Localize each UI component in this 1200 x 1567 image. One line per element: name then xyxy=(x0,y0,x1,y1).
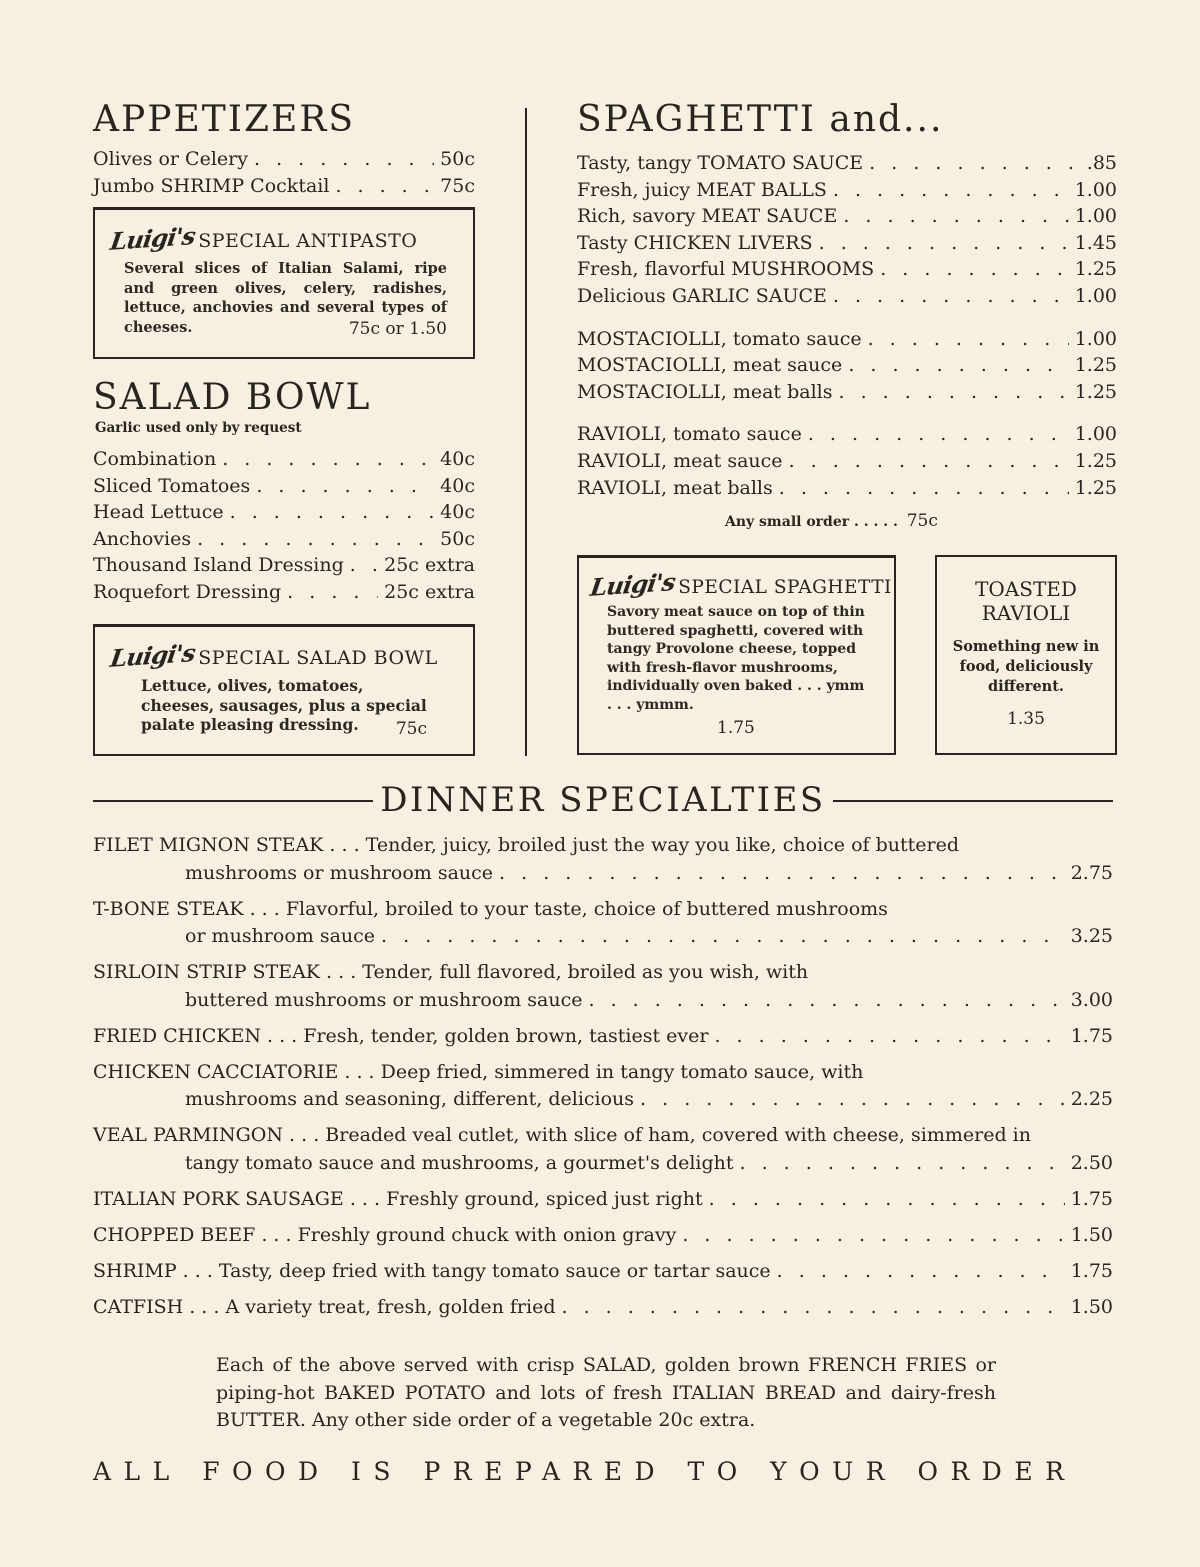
salad-list xyxy=(93,446,475,606)
leader-dots xyxy=(640,1086,1065,1114)
dinner-item-price: 1.75 xyxy=(1070,1187,1113,1210)
dinner-item-name: VEAL PARMINGON xyxy=(93,1124,283,1146)
leader-dots xyxy=(777,1258,1065,1286)
item-price: 40c xyxy=(440,474,475,497)
dinner-item-name: SHRIMP xyxy=(93,1259,177,1282)
item-price: 1.00 xyxy=(1074,327,1117,350)
item-name: RAVIOLI, tomato sauce xyxy=(577,423,802,446)
box-description: Savory meat sauce on top of thin buttered spaghetti, covered with tangy Provolone cheese, topped with fresh-flavor mushrooms, individually oven baked . . . ymm . . . ymmm. xyxy=(607,604,865,713)
item-name: Jumbo SHRIMP Cocktail xyxy=(93,174,330,197)
menu-item xyxy=(577,256,1117,283)
item-price: 1.25 xyxy=(1074,380,1117,403)
leader-dots xyxy=(230,499,435,526)
dinner-title: DINNER SPECIALTIES xyxy=(374,780,831,820)
dinner-item-desc: Tender, full flavored, broiled as you wish, with xyxy=(362,961,809,983)
spaghetti-list-2 xyxy=(577,326,1117,406)
dinner-item: FILET MIGNON STEAK . . . Tender, juicy, broiled just the way you like, choice of buttered mushrooms or mushroom sauce . . . 2.75 xyxy=(93,832,1113,887)
dinner-item: CATFISH . . . A variety treat, fresh, golden fried . . . 1.50 xyxy=(93,1294,1113,1322)
dinner-item-desc: Tasty, deep fried with tangy tomato sauce or tartar sauce xyxy=(218,1259,771,1282)
menu-item xyxy=(577,283,1117,310)
appetizers-title: APPETIZERS xyxy=(93,99,356,140)
box-title: SPECIAL SPAGHETTI xyxy=(678,577,892,598)
menu-item xyxy=(577,421,1117,448)
spaghetti-special-box xyxy=(577,555,896,755)
dinner-item-desc-cont: buttered mushrooms or mushroom sauce xyxy=(185,988,583,1011)
item-name: Fresh, juicy MEAT BALLS xyxy=(577,178,827,201)
leader-dots xyxy=(381,923,1065,951)
leader-dots xyxy=(880,256,1068,283)
menu-item xyxy=(93,473,475,500)
menu-item xyxy=(93,173,475,200)
box-title: TOASTED RAVIOLI xyxy=(975,577,1077,625)
dinner-item-price: 2.50 xyxy=(1070,1151,1113,1174)
menu-item xyxy=(577,379,1117,406)
dinner-item-price: 3.25 xyxy=(1070,925,1113,947)
item-name: Combination xyxy=(93,448,217,470)
leader-dots xyxy=(839,379,1069,406)
item-name: RAVIOLI, meat balls xyxy=(577,476,773,499)
item-price: .85 xyxy=(1086,152,1117,174)
item-name: Sliced Tomatoes xyxy=(93,474,251,497)
dinner-item: T-BONE STEAK . . . Flavorful, broiled to your taste, choice of buttered mushrooms or mushroom sauce . . . 3.25 xyxy=(93,896,1113,951)
leader-dots xyxy=(588,987,1064,1015)
dinner-item-name: CATFISH xyxy=(93,1295,184,1318)
dinner-item: SIRLOIN STRIP STEAK . . . Tender, full flavored, broiled as you wish, with buttered mushrooms or mushroom sauce . . . 3.00 xyxy=(93,959,1113,1014)
dinner-item-desc-cont: tangy tomato sauce and mushrooms, a gourmet's delight xyxy=(185,1151,734,1174)
item-name: MOSTACIOLLI, meat balls xyxy=(577,380,833,403)
leader-dots xyxy=(868,326,1069,353)
dinner-item-desc: Flavorful, broiled to your taste, choice of buttered mushrooms xyxy=(285,897,888,920)
small-order-note xyxy=(577,511,1117,531)
item-name: MOSTACIOLLI, tomato sauce xyxy=(577,327,862,350)
item-price: 1.45 xyxy=(1074,231,1117,254)
dinner-item-desc-cont: or mushroom sauce xyxy=(185,925,376,947)
salad-title: SALAD BOWL xyxy=(93,377,372,418)
leader-dots xyxy=(287,579,378,606)
dinner-item-price: 1.75 xyxy=(1070,1259,1113,1282)
item-price: 1.00 xyxy=(1074,284,1117,307)
dinner-item: ITALIAN PORK SAUSAGE . . . Freshly ground, spiced just right . . . 1.75 xyxy=(93,1186,1113,1214)
menu-item xyxy=(93,552,475,579)
menu-item xyxy=(93,579,475,606)
toasted-ravioli-box xyxy=(935,555,1117,755)
spaghetti-list-3 xyxy=(577,421,1117,501)
box-description: Lettuce, olives, tomatoes, cheeses, sausages, plus a special palate pleasing dressing. xyxy=(141,676,427,734)
dinner-item-price: 2.25 xyxy=(1070,1088,1113,1110)
salad-special-box xyxy=(93,624,475,756)
menu-item xyxy=(577,230,1117,257)
leader-dots xyxy=(256,473,434,500)
item-price: 1.00 xyxy=(1074,178,1117,201)
dinner-item-name: FILET MIGNON STEAK xyxy=(93,834,324,856)
leader-dots xyxy=(843,203,1068,230)
box-price: 75c xyxy=(395,718,427,739)
menu-item xyxy=(93,146,475,173)
leader-dots xyxy=(808,421,1069,448)
leader-dots xyxy=(869,150,1081,177)
menu-item xyxy=(93,446,475,473)
spaghetti-list-1 xyxy=(577,150,1117,310)
leader-dots xyxy=(222,446,434,473)
box-price: 1.75 xyxy=(717,718,755,738)
dinner-item: VEAL PARMINGON . . . Breaded veal cutlet, with slice of ham, covered with cheese, simmered in tangy tomato sauce and mushrooms, a gourmet's delight . . . 2.50 xyxy=(93,1122,1113,1177)
dinner-item: SHRIMP . . . Tasty, deep fried with tangy tomato sauce or tartar sauce . . . 1.75 xyxy=(93,1258,1113,1286)
item-price: 1.25 xyxy=(1074,476,1117,499)
column-divider xyxy=(525,108,527,756)
item-price: 25c extra xyxy=(384,554,475,577)
leader-dots xyxy=(819,230,1069,257)
dinner-item: CHICKEN CACCIATORIE . . . Deep fried, simmered in tangy tomato sauce, with mushrooms and seasoning, different, delicious . . . 2.25 xyxy=(93,1059,1113,1114)
dinner-footer-note: Each of the above served with crisp SALAD, golden brown FRENCH FRIES or piping-hot BAKED POTATO and lots of fresh ITALIAN BREAD and dairy-fresh BUTTER. Any other side order of a vegetable 20c extra. xyxy=(216,1354,996,1431)
menu-item xyxy=(93,526,475,553)
left-column xyxy=(93,100,475,199)
leader-dots xyxy=(779,475,1069,502)
dinner-item-desc: Fresh, tender, golden brown, tastiest ever xyxy=(303,1024,709,1047)
spaghetti-title: SPAGHETTI and... xyxy=(577,99,944,140)
dinner-item-desc: Breaded veal cutlet, with slice of ham, covered with cheese, simmered in xyxy=(325,1124,1031,1146)
item-name: MOSTACIOLLI, meat sauce xyxy=(577,354,843,377)
menu-item xyxy=(577,448,1117,475)
dinner-item-name: CHOPPED BEEF xyxy=(93,1223,256,1246)
item-price: 40c xyxy=(440,501,475,524)
dinner-item-desc: Tender, juicy, broiled just the way you like, choice of buttered xyxy=(365,834,959,856)
dinner-item-name: ITALIAN PORK SAUSAGE xyxy=(93,1187,344,1210)
dinner-item-desc: Freshly ground chuck with onion gravy xyxy=(297,1223,677,1246)
box-description: Several slices of Italian Salami, ripe and green olives, celery, radishes, lettuce, anchovies and several types of cheeses. xyxy=(124,260,447,336)
dinner-item-name: CHICKEN CACCIATORIE xyxy=(93,1060,339,1083)
dinner-item-desc-cont: mushrooms and seasoning, different, delicious xyxy=(185,1088,635,1110)
menu-item xyxy=(577,475,1117,502)
box-title: SPECIAL ANTIPASTO xyxy=(198,230,418,252)
dinner-item-price: 1.75 xyxy=(1070,1024,1113,1047)
item-name: Rich, savory MEAT SAUCE xyxy=(577,205,838,228)
leader-dots xyxy=(833,283,1069,310)
appetizer-list xyxy=(93,146,475,199)
item-name: Head Lettuce xyxy=(93,501,224,524)
dinner-item-price: 1.50 xyxy=(1070,1223,1113,1246)
item-name: Fresh, flavorful MUSHROOMS xyxy=(577,258,875,281)
dinner-item-name: SIRLOIN STRIP STEAK xyxy=(93,961,320,983)
item-price: 50c xyxy=(440,148,475,170)
leader-dots xyxy=(197,526,434,553)
item-name: Delicious GARLIC SAUCE xyxy=(577,284,827,307)
item-price: 1.00 xyxy=(1074,423,1117,446)
antipasto-special-box xyxy=(93,207,475,359)
item-name: Tasty CHICKEN LIVERS xyxy=(577,231,813,254)
box-price: 1.35 xyxy=(1007,709,1045,729)
box-title: SPECIAL SALAD BOWL xyxy=(198,647,438,669)
dinner-item-desc-cont: mushrooms or mushroom sauce xyxy=(185,861,494,884)
dinner-item-price: 1.50 xyxy=(1070,1295,1113,1318)
dinner-list xyxy=(93,832,1113,1330)
leader-dots xyxy=(714,1023,1064,1051)
leader-dots xyxy=(350,552,378,579)
item-name: Roquefort Dressing xyxy=(93,580,282,603)
item-name: Anchovies xyxy=(93,527,192,550)
item-price: 25c extra xyxy=(384,580,475,603)
leader-dots xyxy=(335,173,434,200)
leader-dots xyxy=(740,1150,1065,1178)
item-price: 75c xyxy=(440,174,475,197)
dinner-item: CHOPPED BEEF . . . Freshly ground chuck with onion gravy . . . 1.50 xyxy=(93,1222,1113,1250)
small-order-label: Any small order . . . . . xyxy=(725,514,898,531)
dinner-item-name: T-BONE STEAK xyxy=(93,897,244,920)
item-price: 1.25 xyxy=(1074,449,1117,472)
item-price: 1.00 xyxy=(1074,205,1117,228)
menu-item xyxy=(577,150,1117,177)
leader-dots xyxy=(833,177,1069,204)
dinner-item-desc: Freshly ground, spiced just right xyxy=(386,1187,703,1210)
dinner-item-desc: A variety treat, fresh, golden fried xyxy=(225,1295,556,1318)
menu-item xyxy=(577,352,1117,379)
box-description: Something new in food, deliciously different. xyxy=(952,638,1100,695)
motto: ALL FOOD IS PREPARED TO YOUR ORDER xyxy=(93,1457,1077,1486)
luigis-logo: Luigi's xyxy=(108,638,197,673)
item-price: 1.25 xyxy=(1074,354,1117,377)
luigis-logo: Luigi's xyxy=(108,221,197,256)
leader-dots xyxy=(682,1222,1064,1250)
small-order-price: 75c xyxy=(906,511,938,532)
salad-note: Garlic used only by request xyxy=(95,420,302,436)
menu-item xyxy=(577,326,1117,353)
item-name: Thousand Island Dressing xyxy=(93,554,344,577)
item-name: Olives or Celery xyxy=(93,148,248,170)
leader-dots xyxy=(848,352,1068,379)
leader-dots xyxy=(499,860,1065,888)
salad-section xyxy=(93,378,475,606)
item-price: 50c xyxy=(440,527,475,550)
leader-dots xyxy=(789,448,1069,475)
dinner-header xyxy=(93,780,1113,824)
dinner-item-price: 2.75 xyxy=(1070,861,1113,884)
dinner-item-name: FRIED CHICKEN xyxy=(93,1024,261,1047)
dinner-item-desc: Deep fried, simmered in tangy tomato sauce, with xyxy=(380,1060,864,1083)
leader-dots xyxy=(709,1186,1065,1214)
right-column xyxy=(577,100,1117,531)
item-price: 1.25 xyxy=(1074,258,1117,281)
dinner-item: FRIED CHICKEN . . . Fresh, tender, golden brown, tastiest ever . . . 1.75 xyxy=(93,1023,1113,1051)
menu-item xyxy=(577,177,1117,204)
box-price: 75c or 1.50 xyxy=(348,319,447,339)
menu-item xyxy=(93,499,475,526)
item-name: Tasty, tangy TOMATO SAUCE xyxy=(577,152,864,174)
leader-dots xyxy=(561,1294,1064,1322)
luigis-logo: Luigi's xyxy=(588,567,677,602)
leader-dots xyxy=(254,146,434,173)
item-name: RAVIOLI, meat sauce xyxy=(577,449,783,472)
menu-item xyxy=(577,203,1117,230)
dinner-item-price: 3.00 xyxy=(1070,988,1113,1011)
item-price: 40c xyxy=(440,448,475,470)
